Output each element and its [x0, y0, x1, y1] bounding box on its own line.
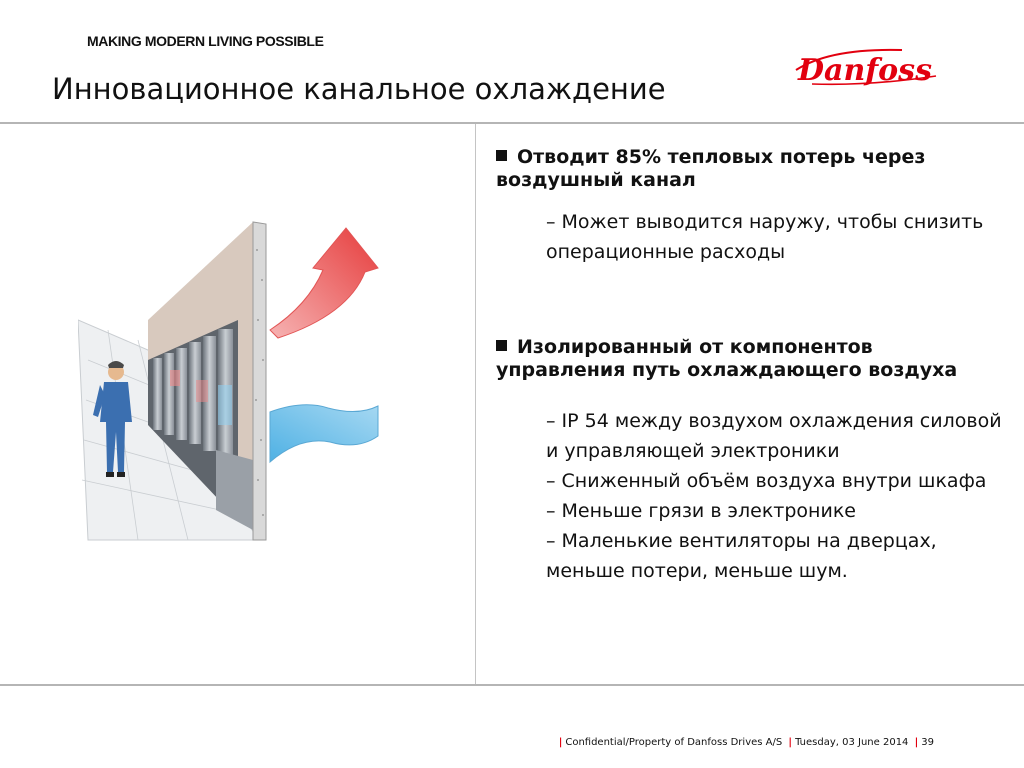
page-title: Инновационное канальное охлаждение [52, 72, 666, 106]
danfoss-logo [790, 40, 940, 92]
bullet-1-text: Отводит 85% тепловых потерь через воздушный канал [496, 146, 926, 191]
tagline: MAKING MODERN LIVING POSSIBLE [87, 33, 324, 49]
bullet-2-subitem: – Меньше грязи в электронике [546, 500, 856, 522]
footer [556, 737, 934, 748]
bullet-2-subitem: – Сниженный объём воздуха внутри шкафа [546, 470, 987, 492]
bullet-2-text: Изолированный от компонентов управления путь охлаждающего воздуха [496, 336, 958, 381]
square-bullet-icon [496, 340, 507, 351]
duct-cooling-illustration [78, 210, 438, 590]
footer-divider [0, 684, 1024, 686]
header-divider [0, 122, 1024, 124]
svg-text:Danfoss: Danfoss [798, 53, 932, 88]
column-divider [475, 124, 476, 684]
footer-separator: | [914, 737, 919, 748]
bullet-2-heading [496, 336, 966, 382]
footer-page-number: 39 [921, 737, 934, 748]
footer-separator: | [788, 737, 793, 748]
footer-separator: | [558, 737, 563, 748]
bullet-1-subitems [546, 207, 1006, 267]
bullet-1-heading [496, 146, 966, 192]
square-bullet-icon [496, 150, 507, 161]
bullet-1-subitem: – Может выводится наружу, чтобы снизить операционные расходы [546, 211, 984, 263]
footer-date: Tuesday, 03 June 2014 [795, 737, 909, 748]
bullet-2-subitems [546, 406, 1006, 586]
bullet-2-subitem: – Маленькие вентиляторы на дверцах, меньше потери, меньше шум. [546, 530, 937, 582]
footer-confidential: Confidential/Property of Danfoss Drives A/S [565, 737, 783, 748]
bullet-2-subitem: – IP 54 между воздухом охлаждения силовой и управляющей электроники [546, 410, 1002, 462]
